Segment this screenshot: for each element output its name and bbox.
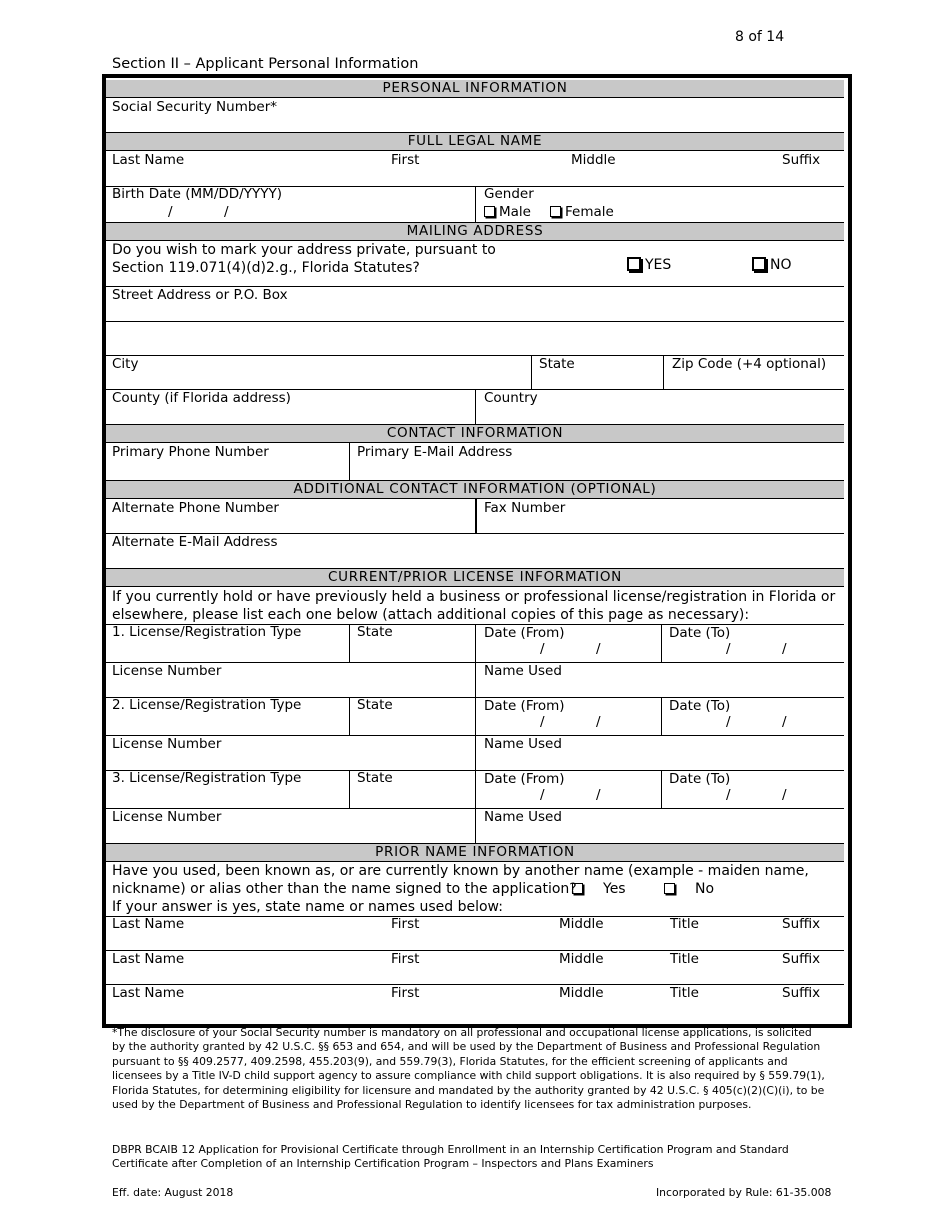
date-slash: /	[596, 641, 601, 657]
divider	[106, 321, 844, 322]
prior-suffix-field[interactable]: Suffix	[782, 916, 821, 932]
divider	[349, 442, 350, 480]
yes-label: YES	[645, 257, 672, 273]
license-3-date-from-field[interactable]: Date (From)	[484, 771, 565, 787]
divider	[106, 97, 844, 98]
gender-female-option[interactable]	[550, 206, 614, 220]
license-1-type-field[interactable]: 1. License/Registration Type	[112, 624, 302, 640]
license-1-state-field[interactable]: State	[357, 624, 393, 640]
license-2-number-field[interactable]: License Number	[112, 736, 222, 752]
yes-label: Yes	[603, 881, 626, 897]
suffix-field[interactable]: Suffix	[782, 152, 821, 168]
divider	[106, 984, 844, 985]
header-license-information: CURRENT/PRIOR LICENSE INFORMATION	[106, 569, 844, 586]
prior-first-name-field[interactable]: First	[391, 985, 420, 1001]
rule-reference: Incorporated by Rule: 61-35.008	[656, 1186, 832, 1199]
date-slash: /	[540, 641, 545, 657]
private-no-option[interactable]	[752, 258, 792, 272]
prior-suffix-field[interactable]: Suffix	[782, 985, 821, 1001]
no-label: No	[695, 881, 715, 897]
prior-first-name-field[interactable]: First	[391, 916, 420, 932]
date-slash: /	[782, 714, 787, 730]
divider	[661, 624, 662, 662]
footnote-line: licensees by a Title IV-D child support agency to assure compliance with child support obligations. It is also required by § 559.79(1),	[112, 1069, 825, 1083]
date-slash: /	[782, 787, 787, 803]
prior-name-no-option[interactable]	[664, 882, 714, 896]
ssn-field[interactable]: Social Security Number*	[112, 99, 278, 115]
header-contact-information: CONTACT INFORMATION	[106, 425, 844, 442]
divider	[106, 586, 844, 587]
section-title: Section II – Applicant Personal Information	[112, 56, 419, 72]
divider	[531, 355, 532, 389]
date-slash: /	[726, 787, 731, 803]
divider	[349, 624, 350, 662]
no-label: NO	[770, 257, 792, 273]
alternate-email-field[interactable]: Alternate E-Mail Address	[112, 534, 278, 550]
checkbox-icon[interactable]	[664, 883, 675, 894]
license-2-date-from-field[interactable]: Date (From)	[484, 698, 565, 714]
divider	[106, 950, 844, 951]
license-intro-line2: elsewhere, please list each one below (attach additional copies of this page as necessary):	[112, 607, 750, 623]
license-2-type-field[interactable]: 2. License/Registration Type	[112, 697, 302, 713]
divider	[661, 770, 662, 808]
prior-first-name-field[interactable]: First	[391, 951, 420, 967]
zip-code-field[interactable]: Zip Code (+4 optional)	[672, 356, 827, 372]
footnote-line: pursuant to §§ 409.2577, 409.2598, 455.203(9), and 559.79(3), Florida Statutes, for the efficient screening of applicants and	[112, 1054, 788, 1068]
male-label: Male	[499, 204, 531, 220]
prior-middle-name-field[interactable]: Middle	[559, 951, 604, 967]
gender-male-option[interactable]	[484, 206, 531, 220]
header-full-legal-name: FULL LEGAL NAME	[106, 133, 844, 150]
middle-name-field[interactable]: Middle	[571, 152, 616, 168]
private-address-question-line2: Section 119.071(4)(d)2.g., Florida Statutes?	[112, 260, 420, 276]
prior-name-question-line2: nickname) or alias other than the name signed to the application?	[112, 881, 577, 897]
prior-name-yes-option[interactable]	[572, 882, 626, 896]
license-3-date-to-field[interactable]: Date (To)	[669, 771, 731, 787]
female-label: Female	[565, 204, 614, 220]
license-2-state-field[interactable]: State	[357, 697, 393, 713]
prior-name-instruction: If your answer is yes, state name or names used below:	[112, 899, 503, 915]
license-2-date-to-field[interactable]: Date (To)	[669, 698, 731, 714]
city-field[interactable]: City	[112, 356, 139, 372]
license-3-state-field[interactable]: State	[357, 770, 393, 786]
form-info: DBPR BCAIB 12 Application for Provisional Certificate through Enrollment in an Internship Certification Program and Standard	[112, 1143, 789, 1156]
checkbox-icon[interactable]	[484, 206, 495, 217]
fax-field[interactable]: Fax Number	[484, 500, 566, 516]
license-3-number-field[interactable]: License Number	[112, 809, 222, 825]
divider	[475, 808, 476, 843]
prior-last-name-field[interactable]: Last Name	[112, 985, 185, 1001]
country-field[interactable]: Country	[484, 390, 538, 406]
license-3-type-field[interactable]: 3. License/Registration Type	[112, 770, 302, 786]
divider	[349, 770, 350, 808]
header-personal-information: PERSONAL INFORMATION	[106, 80, 844, 97]
gender-label: Gender	[484, 186, 534, 202]
effective-date: Eff. date: August 2018	[112, 1186, 234, 1199]
license-1-name-used-field[interactable]: Name Used	[484, 663, 562, 679]
divider	[475, 186, 476, 222]
checkbox-icon[interactable]	[572, 883, 583, 894]
license-intro: If you currently hold or have previously held a business or professional license/registration in Florida or	[112, 589, 836, 605]
alternate-phone-field[interactable]: Alternate Phone Number	[112, 500, 279, 516]
divider	[475, 662, 476, 697]
license-3-name-used-field[interactable]: Name Used	[484, 809, 562, 825]
footnote-line: *The disclosure of your Social Security number is mandatory on all professional and occupational license applications, is solicited	[112, 1026, 812, 1039]
license-1-date-from-field[interactable]: Date (From)	[484, 625, 565, 641]
state-field[interactable]: State	[539, 356, 575, 372]
date-slash: /	[782, 641, 787, 657]
prior-suffix-field[interactable]: Suffix	[782, 951, 821, 967]
checkbox-icon[interactable]	[550, 206, 561, 217]
prior-last-name-field[interactable]: Last Name	[112, 951, 185, 967]
header-additional-contact: ADDITIONAL CONTACT INFORMATION (OPTIONAL)	[106, 481, 844, 498]
primary-email-field[interactable]: Primary E-Mail Address	[357, 444, 513, 460]
header-mailing-address: MAILING ADDRESS	[106, 223, 844, 240]
divider	[106, 442, 844, 443]
footnote-line: used by the Department of Business and Professional Regulation to identify licensees for tax administration purposes.	[112, 1098, 752, 1112]
prior-middle-name-field[interactable]: Middle	[559, 916, 604, 932]
last-name-field[interactable]: Last Name	[112, 152, 185, 168]
prior-middle-name-field[interactable]: Middle	[559, 985, 604, 1001]
header-prior-name-information: PRIOR NAME INFORMATION	[106, 844, 844, 861]
license-1-date-to-field[interactable]: Date (To)	[669, 625, 731, 641]
date-slash: /	[726, 641, 731, 657]
date-slash: /	[596, 787, 601, 803]
date-slash: /	[540, 787, 545, 803]
footnote-line: by the authority granted by 42 U.S.C. §§ 653 and 654, and will be used by the Department of Business and Professional Regulation	[112, 1040, 821, 1054]
divider	[475, 697, 476, 735]
divider	[475, 735, 476, 770]
prior-title-field[interactable]: Title	[670, 985, 699, 1001]
date-slash: /	[224, 204, 229, 220]
checkbox-icon[interactable]	[752, 257, 766, 271]
birth-date-field[interactable]: Birth Date (MM/DD/YYYY)	[112, 186, 282, 202]
divider	[663, 355, 664, 389]
form-info-line2: Certificate after Completion of an Internship Certification Program – Inspectors and Plans Examiners	[112, 1157, 654, 1170]
license-2-name-used-field[interactable]: Name Used	[484, 736, 562, 752]
divider	[475, 498, 477, 533]
divider	[349, 697, 350, 735]
prior-name-question: Have you used, been known as, or are currently known by another name (example - maiden name,	[112, 863, 809, 879]
street-address-field[interactable]: Street Address or P.O. Box	[112, 287, 288, 303]
divider	[475, 770, 476, 808]
prior-title-field[interactable]: Title	[670, 916, 699, 932]
divider	[475, 389, 476, 424]
divider	[475, 624, 476, 662]
divider	[106, 861, 844, 862]
date-slash: /	[596, 714, 601, 730]
divider	[106, 150, 844, 151]
prior-last-name-field[interactable]: Last Name	[112, 916, 185, 932]
county-field[interactable]: County (if Florida address)	[112, 390, 291, 406]
primary-phone-field[interactable]: Primary Phone Number	[112, 444, 269, 460]
private-address-question: Do you wish to mark your address private, pursuant to	[112, 242, 496, 258]
checkbox-icon[interactable]	[627, 257, 641, 271]
date-slash: /	[726, 714, 731, 730]
date-slash: /	[168, 204, 173, 220]
ssn-disclosure-footnote	[112, 1026, 852, 1112]
divider	[106, 240, 844, 241]
date-slash: /	[540, 714, 545, 730]
page-number: 8 of 14	[735, 29, 785, 45]
first-name-field[interactable]: First	[391, 152, 420, 168]
prior-title-field[interactable]: Title	[670, 951, 699, 967]
divider	[106, 916, 844, 917]
private-yes-option[interactable]	[627, 258, 671, 272]
divider	[661, 697, 662, 735]
footnote-line: Florida Statutes, for determining eligibility for licensure and mandated by the authority granted by 42 U.S.C. § 405(c)(2)(C)(i), to be	[112, 1083, 825, 1097]
license-1-number-field[interactable]: License Number	[112, 663, 222, 679]
